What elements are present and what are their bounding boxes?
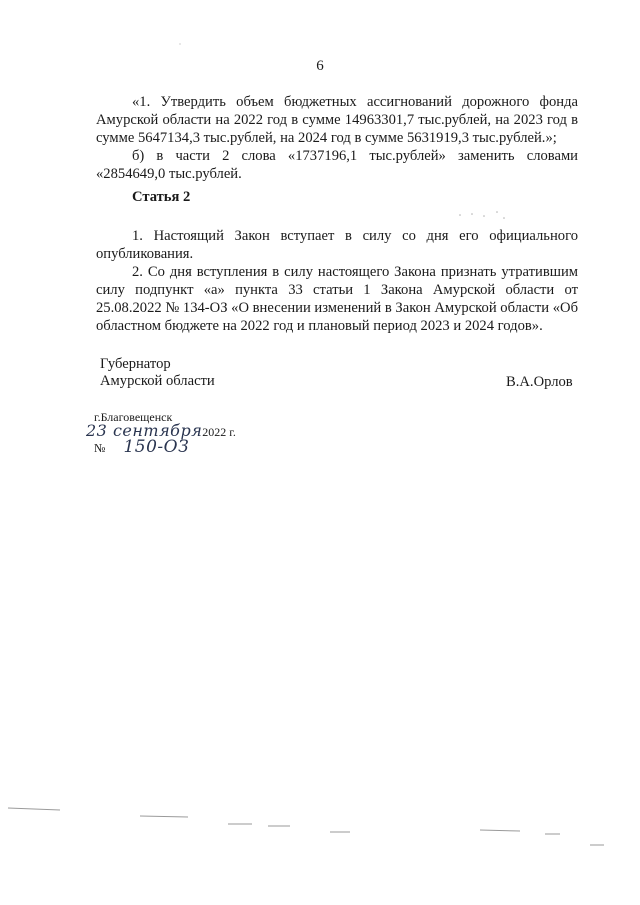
handwritten-date: 23 сентября	[86, 421, 203, 440]
signatory-name: В.А.Орлов	[506, 374, 573, 390]
number-sign: №	[94, 441, 106, 455]
scan-specks	[179, 43, 504, 218]
signatory-title-line: Губернатор	[100, 356, 171, 372]
scan-noise-marks	[8, 808, 604, 845]
article-paragraph: 2. Со дня вступления в силу настоящего Закона признать утратившим силу подпункт «а» пункта 33 статьи 1 Закона Амурской области от 25.08.2022 № 134-ОЗ «О внесении изменений в Закон Амурской области «Об областном бюджете на 2022 год и плановый период 2023 и 2024 годов».	[96, 264, 578, 334]
page-number: 6	[316, 58, 324, 74]
date-year: 2022 г.	[202, 425, 236, 439]
amendment-paragraph: б) в части 2 слова «1737196,1 тыс.рублей» заменить словами «2854649,0 тыс.рублей.	[96, 148, 578, 182]
handwritten-law-number: 150-ОЗ	[123, 437, 190, 457]
signatory-title-line: Амурской области	[100, 373, 215, 389]
article-paragraph: 1. Настоящий Закон вступает в силу со дня его официального опубликования.	[96, 228, 578, 262]
amendment-paragraph: «1. Утвердить объем бюджетных ассигнований дорожного фонда Амурской области на 2022 год в сумме 14963301,7 тыс.рублей, на 2023 год в сумме 5647134,3 тыс.рублей, на 2024 год в сумме 5631919,3 тыс.рублей.»;	[96, 94, 578, 146]
place-of-signing: г.Благовещенск	[94, 410, 173, 424]
article-heading: Статья 2	[132, 189, 191, 205]
